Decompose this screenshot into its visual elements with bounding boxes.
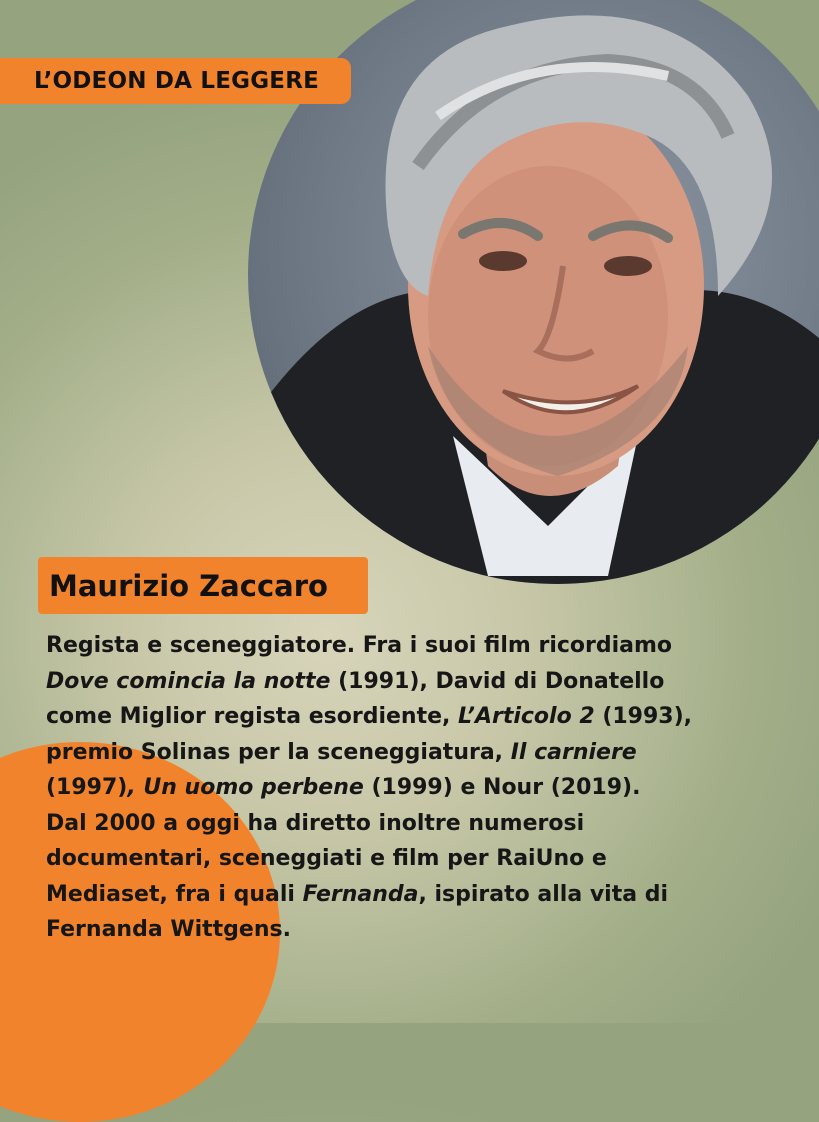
- bio-line: [46, 628, 786, 664]
- bio-line: [46, 699, 786, 735]
- bio-line: [46, 841, 786, 877]
- bio-text: (1993),: [594, 704, 693, 729]
- bio-text: premio Solinas per la sceneggiatura,: [46, 739, 511, 765]
- bio-text: documentari, sceneggiati e film per RaiUno e: [46, 846, 607, 871]
- bio-text: (1997): [46, 775, 128, 800]
- bio-text: (1999) e Nour (2019).: [363, 775, 641, 800]
- person-name: Maurizio Zaccaro: [38, 557, 368, 614]
- film-title: Il carniere: [510, 739, 637, 765]
- bio-text: come Miglior regista esordiente,: [46, 704, 459, 729]
- bio-text: , ispirato alla vita di: [418, 881, 669, 907]
- bio-line: [46, 770, 786, 806]
- bio-text: Regista e sceneggiatore. Fra i suoi film ricordiamo: [46, 633, 673, 658]
- bio-line: [46, 806, 786, 842]
- bio-line: [46, 912, 786, 948]
- bio-text: Mediaset, fra i quali: [46, 881, 303, 907]
- bio-text: Dal 2000 a oggi ha diretto inoltre numerosi: [46, 810, 585, 836]
- bio-line: [46, 735, 786, 771]
- biography-text: [46, 628, 786, 948]
- film-title: , Un uomo perbene: [127, 775, 364, 800]
- bio-line: [46, 877, 786, 913]
- bio-text: (1991), David di Donatello: [330, 668, 665, 694]
- film-title: L’Articolo 2: [458, 704, 595, 729]
- film-title: Dove comincia la notte: [46, 668, 331, 694]
- film-title: Fernanda: [302, 881, 419, 907]
- section-tag: L’ODEON DA LEGGERE: [0, 58, 351, 104]
- bio-text: Fernanda Wittgens.: [46, 917, 291, 942]
- bio-line: [46, 664, 786, 700]
